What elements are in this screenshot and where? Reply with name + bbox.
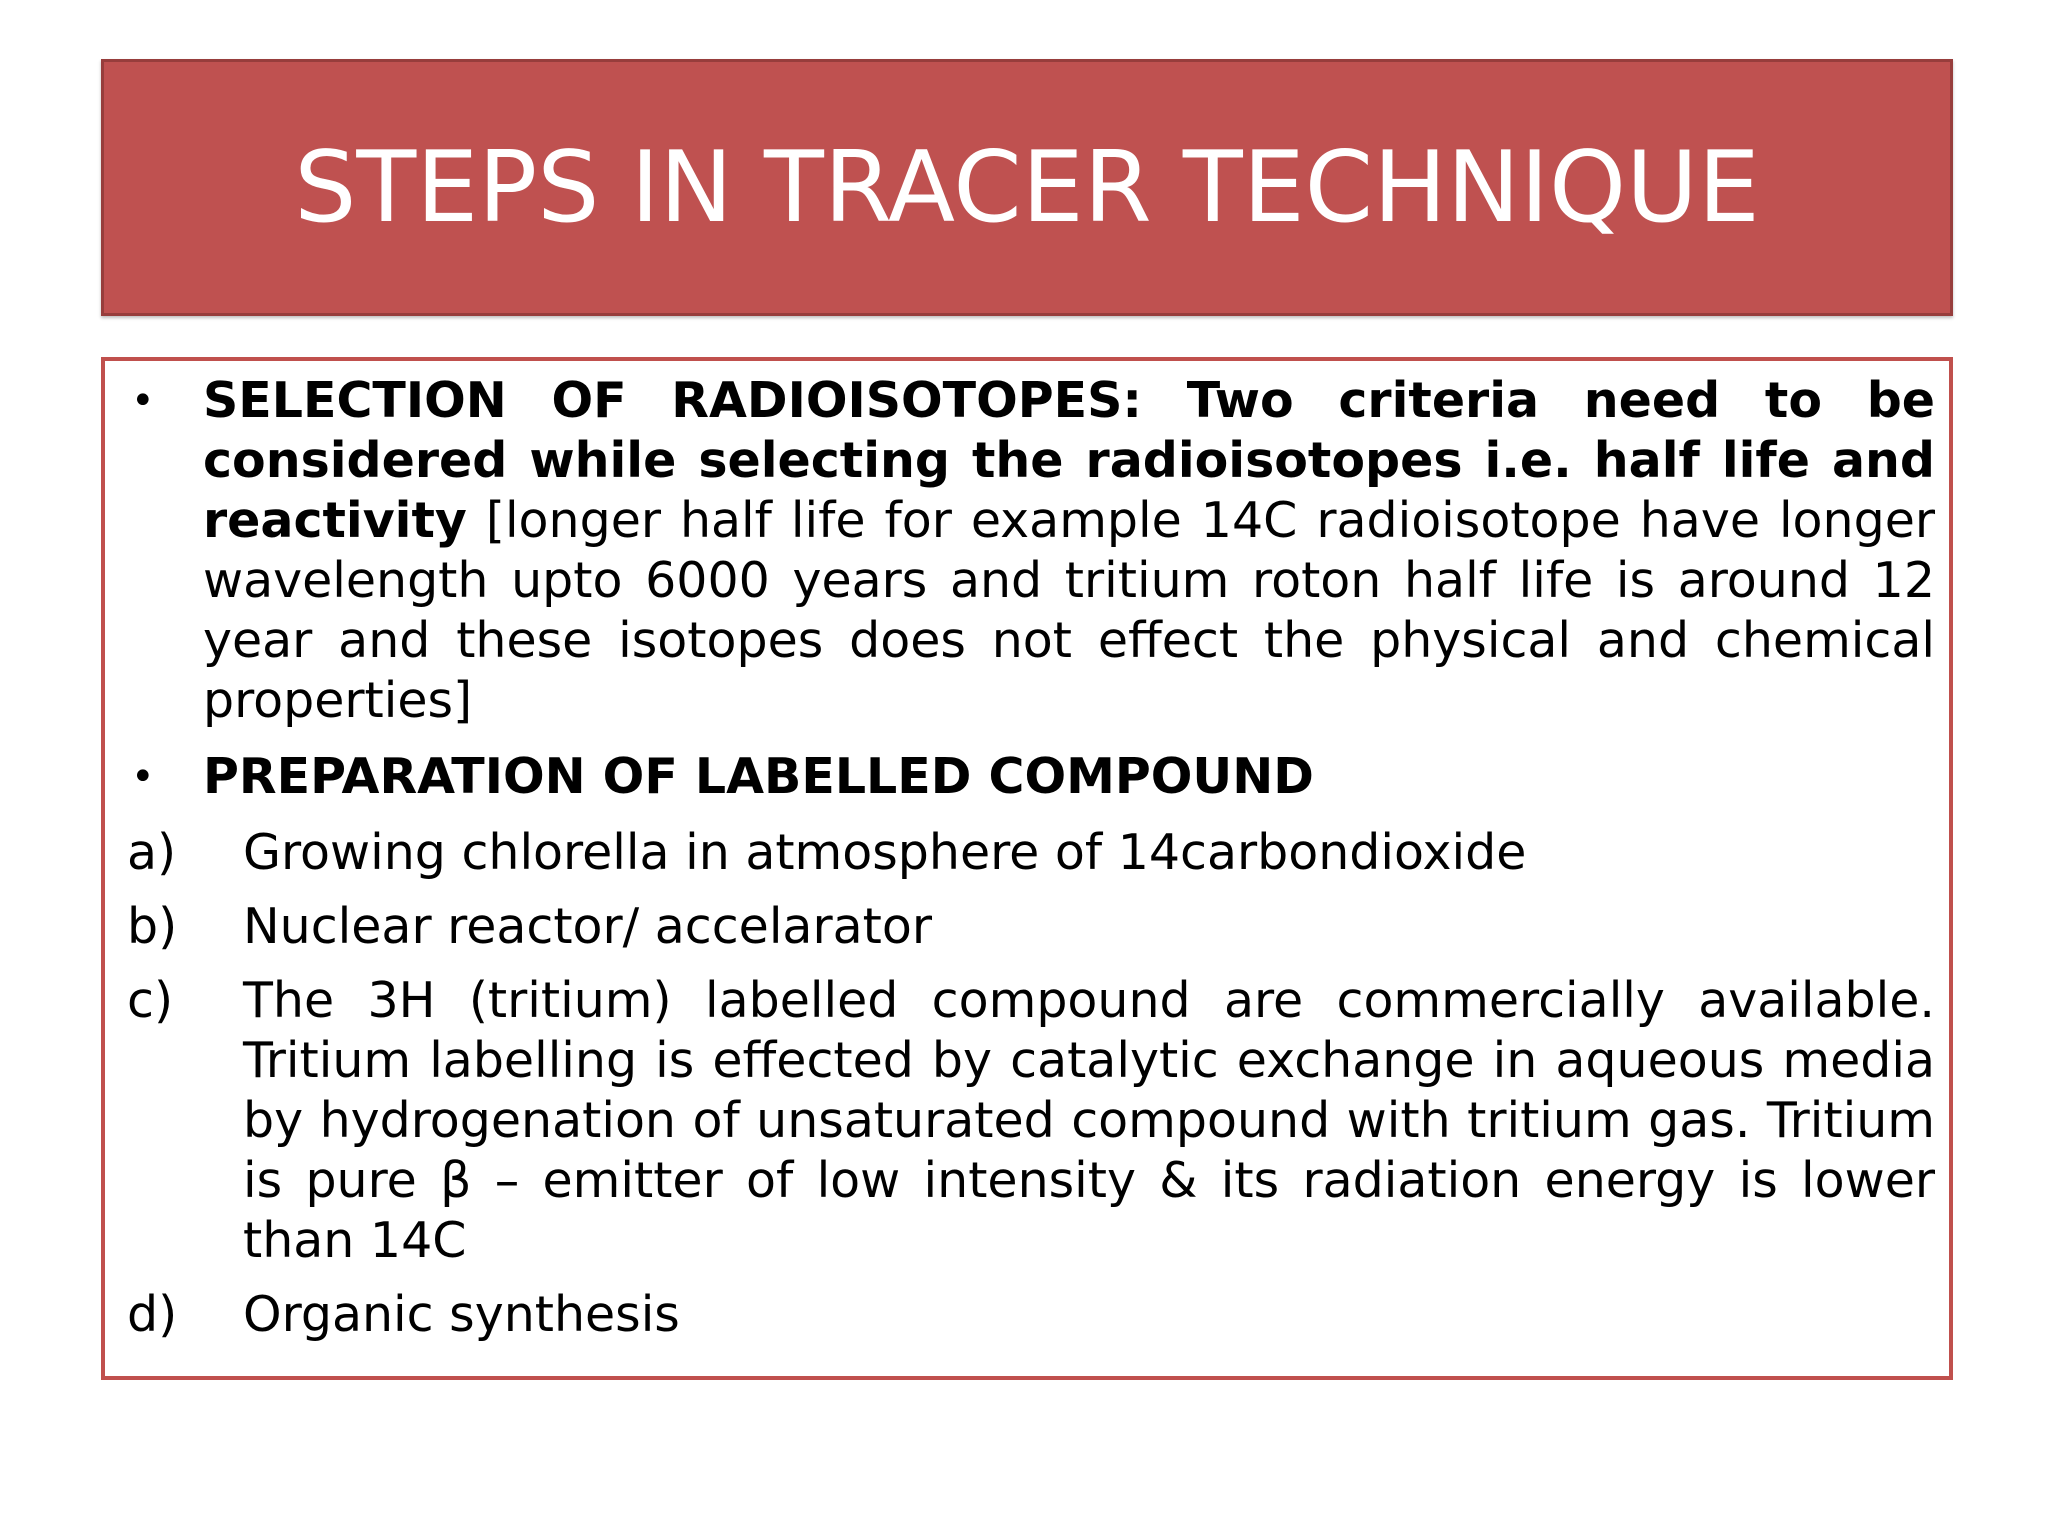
bullet-marker: • [131, 378, 155, 424]
bullet-bold-text: PREPARATION OF LABELLED COMPOUND [203, 748, 1314, 805]
list-item-c [127, 971, 1935, 1271]
slide-title: STEPS IN TRACER TECHNIQUE [294, 130, 1760, 245]
bullet-item-preparation [127, 747, 1935, 807]
list-item-text: The 3H (tritium) labelled compound are commercially available. Tritium labelling is effected by catalytic exchange in aqueous media by hydrogenation of unsaturated compound with tritium gas. Tritium is pure β – emitter of low intensity & its radiation energy is lower than 14C [243, 972, 1935, 1269]
list-marker: d) [127, 1286, 178, 1343]
content-body [127, 371, 1935, 1345]
list-item-text: Growing chlorella in atmosphere of 14carbondioxide [243, 824, 1527, 881]
bullet-text [203, 747, 1935, 807]
bullet-bold-text: SELECTION OF RADIOISOTOPES: Two criteria need to be considered while selecting the radioisotopes i.e. half life and reactivity [203, 372, 1935, 549]
bullet-item-selection [127, 371, 1935, 731]
list-item-text: Organic synthesis [243, 1286, 680, 1343]
list-item-text: Nuclear reactor/ accelarator [243, 898, 932, 955]
content-panel [101, 357, 1953, 1380]
list-item-b [127, 897, 1935, 957]
list-item-d [127, 1285, 1935, 1345]
list-item-a [127, 823, 1935, 883]
list-marker: a) [127, 824, 177, 881]
list-marker: b) [127, 898, 178, 955]
title-banner [101, 59, 1953, 316]
bullet-normal-text: [longer half life for example 14C radioisotope have longer wavelength upto 6000 years and tritium roton half life is around 12 year and these isotopes does not effect the physical and chemical properties] [203, 492, 1935, 729]
list-marker: c) [127, 972, 174, 1029]
bullet-marker: • [131, 754, 155, 800]
bullet-text [203, 371, 1935, 731]
